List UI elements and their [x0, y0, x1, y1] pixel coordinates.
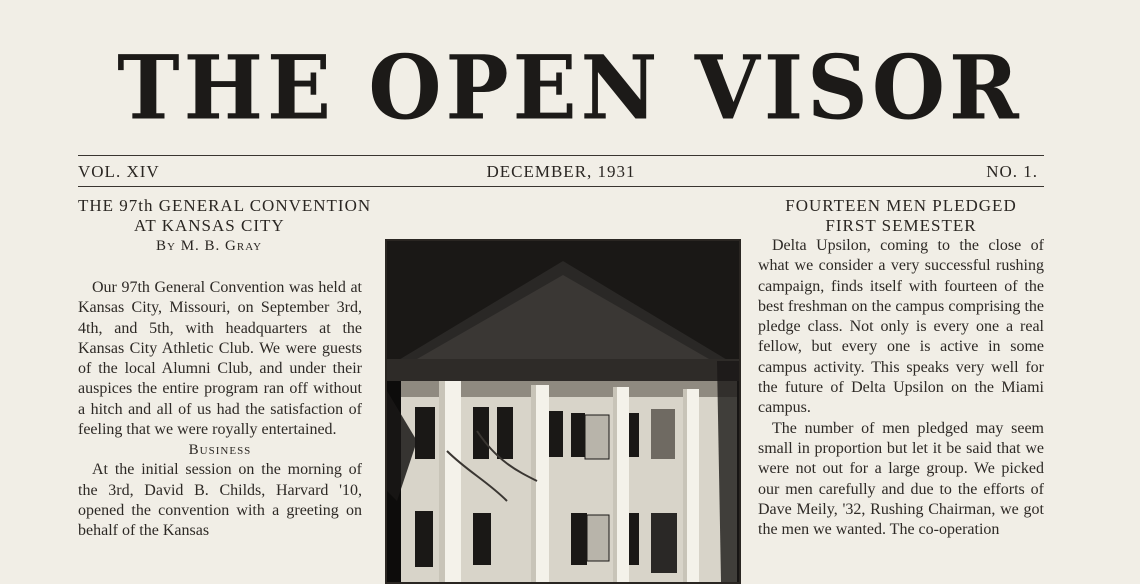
- issue-date: DECEMBER, 1931: [486, 162, 636, 181]
- right-article: [758, 196, 1044, 540]
- masthead-rule-bottom: [78, 186, 1044, 187]
- right-headline-line1: FOURTEEN MEN PLEDGED: [785, 196, 1017, 215]
- right-article-body: [758, 236, 1044, 540]
- right-paragraph-2: The number of men pledged may seem small in proportion but let it be said that we were not out for a large group. We picked our men carefully and due to the efforts of Dave Meily, '32, Rushing Chairman, we got the men we wanted. The co-operation: [758, 419, 1044, 539]
- left-article: [78, 196, 372, 542]
- left-headline-line1: THE 97th GENERAL CONVENTION: [78, 196, 372, 215]
- right-paragraph-1: Delta Upsilon, coming to the close of what we consider a very successful rushing campaign, finds itself with fourteen of the best freshman on the campus comprising the pledge class. Not only is every one a real fellow, but every one is active in some campus activity. This speaks very well for the future of Delta Upsilon on the Miami campus.: [758, 237, 1044, 417]
- right-headline-line2: FIRST SEMESTER: [825, 216, 977, 235]
- right-article-headline: [758, 196, 1044, 236]
- masthead-title: THE OPEN VISOR: [117, 35, 1023, 140]
- left-article-byline: By M. B. Gray: [156, 238, 263, 254]
- house-photo-image: [387, 241, 739, 582]
- issue-number: NO. 1.: [986, 162, 1038, 181]
- masthead-rule-top: [78, 155, 1044, 156]
- left-paragraph-1: Our 97th General Convention was held at Kansas City, Missouri, on September 3rd, 4th, and 5th, with headquarters at the Kansas City Athletic Club. We were guests of the local Alumni Club, and under their auspices the entire program ran off without a hitch and all of us had the satisfaction of feeling that we were royally entertained.: [78, 279, 362, 439]
- left-paragraph-2: At the initial session on the morning of the 3rd, David B. Childs, Harvard '10, opened the convention with a greeting on behalf of the Kansas: [78, 461, 362, 540]
- left-article-body: [78, 278, 362, 542]
- house-photo: [385, 239, 741, 584]
- left-subhead-business: Business: [188, 442, 252, 459]
- left-article-headline: [78, 196, 388, 236]
- volume-label: VOL. XIV: [78, 162, 160, 181]
- left-headline-line2: AT KANSAS CITY: [134, 216, 285, 235]
